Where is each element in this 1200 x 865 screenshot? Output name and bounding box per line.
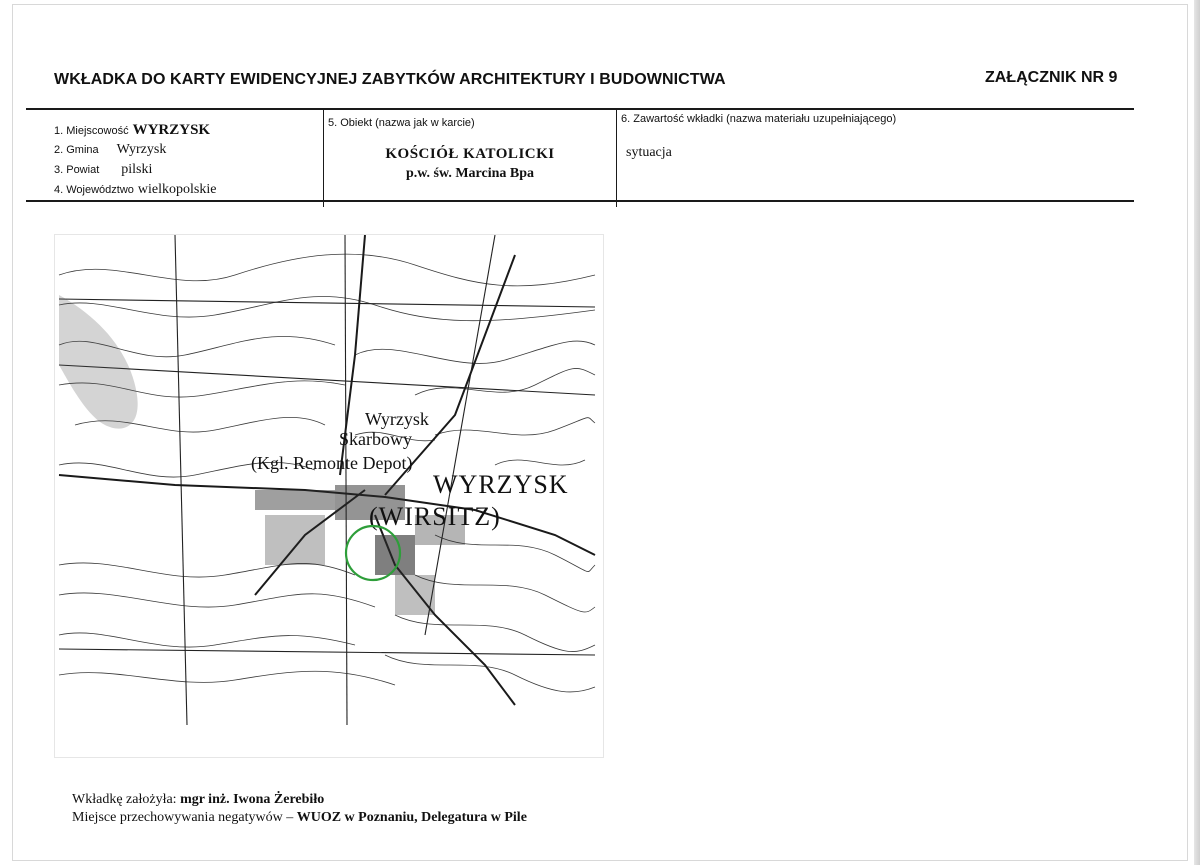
document-title: WKŁADKA DO KARTY EWIDENCYJNEJ ZABYTKÓW ARCHITEKTURY I BUDOWNICTWA <box>54 71 726 88</box>
storage-label: Miejsce przechowywania negatywów – <box>72 810 294 825</box>
field-value: Wyrzysk <box>116 142 167 157</box>
field-value: WYRZYSK <box>132 122 211 138</box>
label-town: WYRZYSK <box>433 470 569 499</box>
label-wyrzysk-skarbowy-2: Skarbowy <box>339 429 412 449</box>
field-value: wielkopolskie <box>137 182 217 197</box>
field-gmina <box>54 140 216 160</box>
founder-line <box>72 792 324 808</box>
field-label: 4. Województwo <box>54 184 134 196</box>
map-drawing <box>55 235 604 758</box>
table-bottom-rule <box>26 200 1134 202</box>
location-fields <box>54 120 216 200</box>
object-name-line1: KOŚCIÓŁ KATOLICKI <box>385 146 555 162</box>
situation-map <box>54 234 604 758</box>
field-wojewodztwo <box>54 180 216 200</box>
scan-edge <box>1194 0 1200 865</box>
object-label: 5. Obiekt (nazwa jak w karcie) <box>328 117 475 129</box>
storage-value: WUOZ w Poznaniu, Delegatura w Pile <box>296 810 527 825</box>
founder-label: Wkładkę założyła: <box>72 792 177 807</box>
annex-number: ZAŁĄCZNIK NR 9 <box>985 69 1118 86</box>
field-label: 2. Gmina <box>54 144 99 156</box>
field-label: 1. Miejscowość <box>54 125 129 137</box>
label-town-german: (WIRSITZ) <box>369 502 501 531</box>
column-divider-2 <box>616 110 617 207</box>
field-value: pilski <box>121 162 153 177</box>
object-name-line2: p.w. św. Marcina Bpa <box>405 166 535 181</box>
label-wyrzysk-skarbowy-1: Wyrzysk <box>365 409 429 429</box>
storage-line <box>72 810 527 826</box>
founder-value: mgr inż. Iwona Żerebiło <box>180 792 325 807</box>
contents-label: 6. Zawartość wkładki (nazwa materiału uzupełniającego) <box>621 113 897 125</box>
field-powiat <box>54 160 216 180</box>
field-miejscowosc <box>54 120 216 140</box>
field-label: 3. Powiat <box>54 164 100 176</box>
table-top-rule <box>26 108 1134 110</box>
label-remonte-depot: (Kgl. Remonte Depot) <box>251 453 413 473</box>
contents-value: sytuacja <box>626 145 672 160</box>
